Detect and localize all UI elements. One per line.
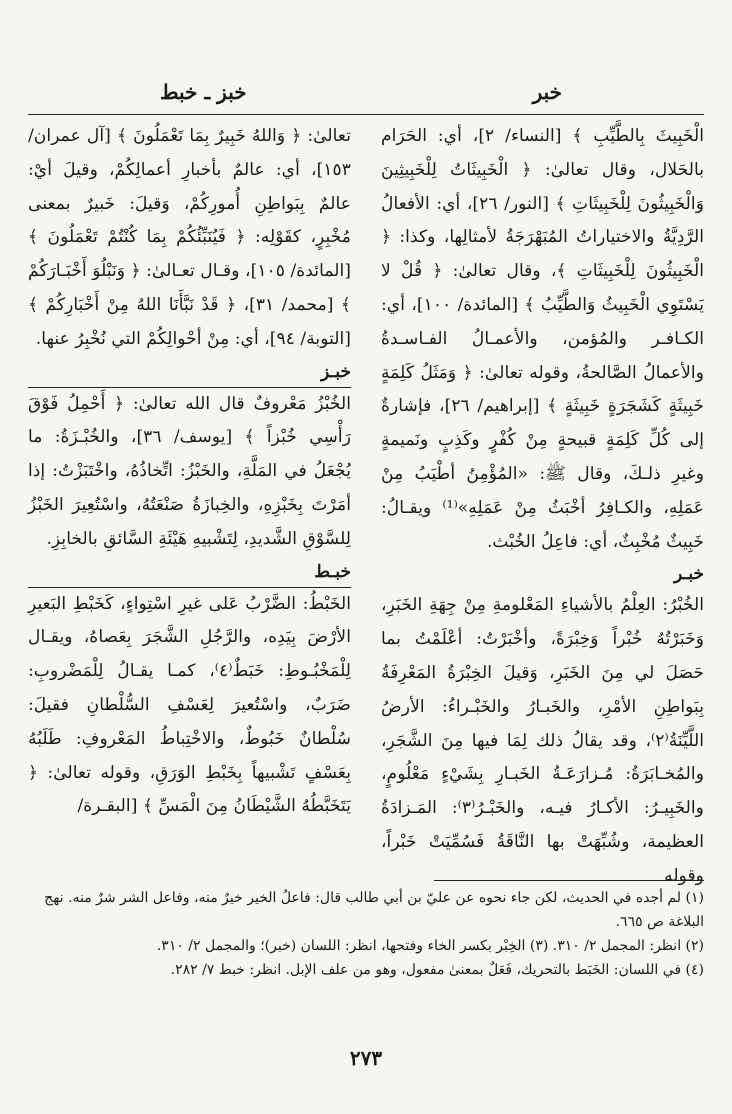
page-number: ٢٧٣ [349, 1046, 383, 1070]
khabt-paragraph: الخَبْطُ: الضَّرْبُ عَلى غيرِ اسْتِواءٍ، كَخَبْطِ البَعيرِ الأرْضَ بِيَدِه، والرَّجُلِ الشَّجَرَ بِعَصاهُ، ويقـال لِلْمَخْبُـوطِ: خَبَطٌ⁽٤⁾، كمـا يقـالُ لِلْمَضْروبِ: ضَرَبٌ، واسْتُعيرَ لِعَسْفِ السُّلْطانِ فقيلَ: سُلْطانٌ خَبُوطٌ، والاخْتِباطُ المَعْروفِ: طَلَبُهُ بِعَسْفٍ تَشْبيهاً بِخَبْطِ الوَرَقِ، وقوله تعالىٰ: ﴿ يَتَخَبَّطُهُ الشَّيْطَانُ مِنَ الْمَسِّ ﴾ [البقـرة/ [28, 593, 351, 817]
running-header-right: خبر [532, 80, 562, 104]
running-header-left: خبز ـ خبط [160, 80, 247, 104]
footnote-4: (٤) في اللسان: الخَبَط بالتحريك، فَعَلٌ بمعنىٰ مفعول، وهو من علف الإبل. انظر: خبط ٧/ ٢٨٢. [170, 962, 704, 978]
khabar-paragraph: الخُبْرُ: العِلْمُ بالأشياءِ المَعْلومةِ مِنْ جِهَةِ الخَبَرِ، وَخَبَرْتُهُ خُبْراً وَخِبْرَةً، وأخْبَرْتُ: أعْلَمْتُ بما حَصَلَ لي مِنَ الخَبَرِ، وَقيلَ الخِبْرَةُ المَعْرِفَةُ بِبَواطِنِ الأمْرِ، والخَبـارُ والخَبْـراءُ: الأرضُ اللَّيِّنَةُ⁽٢⁾، وقد يقالُ ذلك لِمَا فيها مِنَ الشَّجَرِ، والمُخـابَرَةُ: مُـزارَعَـةُ الخَبـارِ بِشَيْءٍ مَعْلُومٍ، والخَبِيـرُ: الأكـارُ فيـه، والخَبْـرُ⁽٣⁾: المَـزادَةُ العظيمة، وشُبِّهَتْ بها النَّاقَةُ فَسُمِّيَتْ خَبْراً، وقوله [381, 595, 704, 886]
footnote-divider [434, 880, 704, 881]
entry-heading-khabt: خبـط [28, 557, 351, 588]
left-column [28, 120, 351, 824]
header-divider [28, 114, 704, 115]
khabir-paragraph: تعالىٰ: ﴿ وَاللهُ خَبِيرٌ بِمَا تَعْمَلُونَ ﴾ [آل عمران/ ١٥٣]، أي: عالمٌ بأخبارِ أعمالِكُمْ، وقيلَ أيْ: عالمٌ بِبَواطِنِ أُمورِكُمْ، وَقيلَ: خَبيرٌ بمعنى مُخْبِرٍ، كقَوْلِه: ﴿ فَيُنَبِّئُكُمْ بِمَا كُنْتُمْ تَعْمَلُونَ ﴾ [المائدة/ ١٠٥]، وقـال تعـالىٰ: ﴿ وَنَبْلُوَ أَخْبَـارَكُمْ ﴾ [محمد/ ٣١]، ﴿ قَدْ نَبَّأَنَا اللهُ مِنْ أَخْبَارِكُمْ ﴾ [التوبة/ ٩٤]، أي: مِنْ أحْوالِكُمْ التي نُخْبِرُ عنها. [28, 126, 351, 349]
khubz-paragraph: الخُبْزُ مَعْروفٌ قال الله تعالىٰ: ﴿ أَحْمِلُ فَوْقَ رَأْسِي خُبْزاً ﴾ [يوسف/ ٣٦]، والخُبْـزَةُ: ما يُجْعَلُ في المَلَّةِ، والخَبْزُ: اتِّخاذُهُ، واخْتَبَزْتُ: إذا أمَرْتَ بِخَبْزِهِ، والخِبازَةُ صَنْعَتُهُ، واسْتُعِيرَ الخَبْزُ لِلسَّوْقِ الشَّديدِ، لِتَشْبيهِ هَيْئَةِ السَّائقِ بالخابِزِ. [28, 393, 352, 549]
footnote-2-3: (٢) انظر: المجمل ٢/ ٣١٠. (٣) الخِبْر بكسر الخاء وفتحها، انظر: اللسان (خبر)؛ والمجمل ٢/ ٣١٠. [156, 938, 704, 954]
khabith-paragraph: الْخَبِيثَ بِالطَّيِّبِ ﴾ [النساء/ ٢]، أي: الحَرَام بالحَلال، وقال تعالىٰ: ﴿ الْخَبِيثَاتُ لِلْخَبِيثِينَ وَالْخَبِيثُونَ لِلْخَبِيثَاتِ ﴾ [النور/ ٢٦]، أي: الأفعالُ الرَّدِيَّةُ والاختياراتُ المُبَهْرَجَةُ لأمثالِها، وكذا: ﴿ الْخَبِيثُونَ لِلْخَبِيثَاتِ ﴾، وقال تعالىٰ: ﴿ قُلْ لا يَسْتَوِي الْخَبِيثُ وَالطَّيِّبُ ﴾ [المائدة/ ١٠٠]، أي: الكـافـر والمُؤمن، والأعمـالُ الفـاسـدةُ والأعمالُ الصَّالحةُ، وقوله تعالىٰ: ﴿ وَمَثَلُ كَلِمَةٍ خَبِيثَةٍ كَشَجَرَةٍ خَبِيثَةٍ ﴾ [إبراهيم/ ٢٦]، فإشارةٌ إلى كُلِّ كَلِمَةٍ قبيحةٍ مِنْ كُفْرٍ وكَذِبٍ ونَميمةٍ وغيرِ ذلـكَ، وقال ﷺ: «المُؤْمِنُ أطْيَبُ مِنْ عَمَلِهِ، والكـافِرُ أخْبَثُ مِنْ عَمَلِهِ»⁽¹⁾ ويقـالُ: خَبِيثٌ مُخْبِثٌ، أي: فاعِلُ الخُبْث. [381, 126, 704, 552]
footnotes [28, 886, 704, 982]
entry-heading-khabar: خبـر [674, 564, 704, 585]
right-column [381, 120, 704, 894]
entry-heading-khubz: خبـز [28, 357, 351, 388]
footnote-1: (١) لم أجده في الحديث، لكن جاء نحوه عن عليّ بن أبي طالب قال: فاعلُ الخير خيرٌ منه، وفاعل الشر شرٌ منه. نهج البلاغة ص ٦٦٥. [44, 890, 704, 930]
